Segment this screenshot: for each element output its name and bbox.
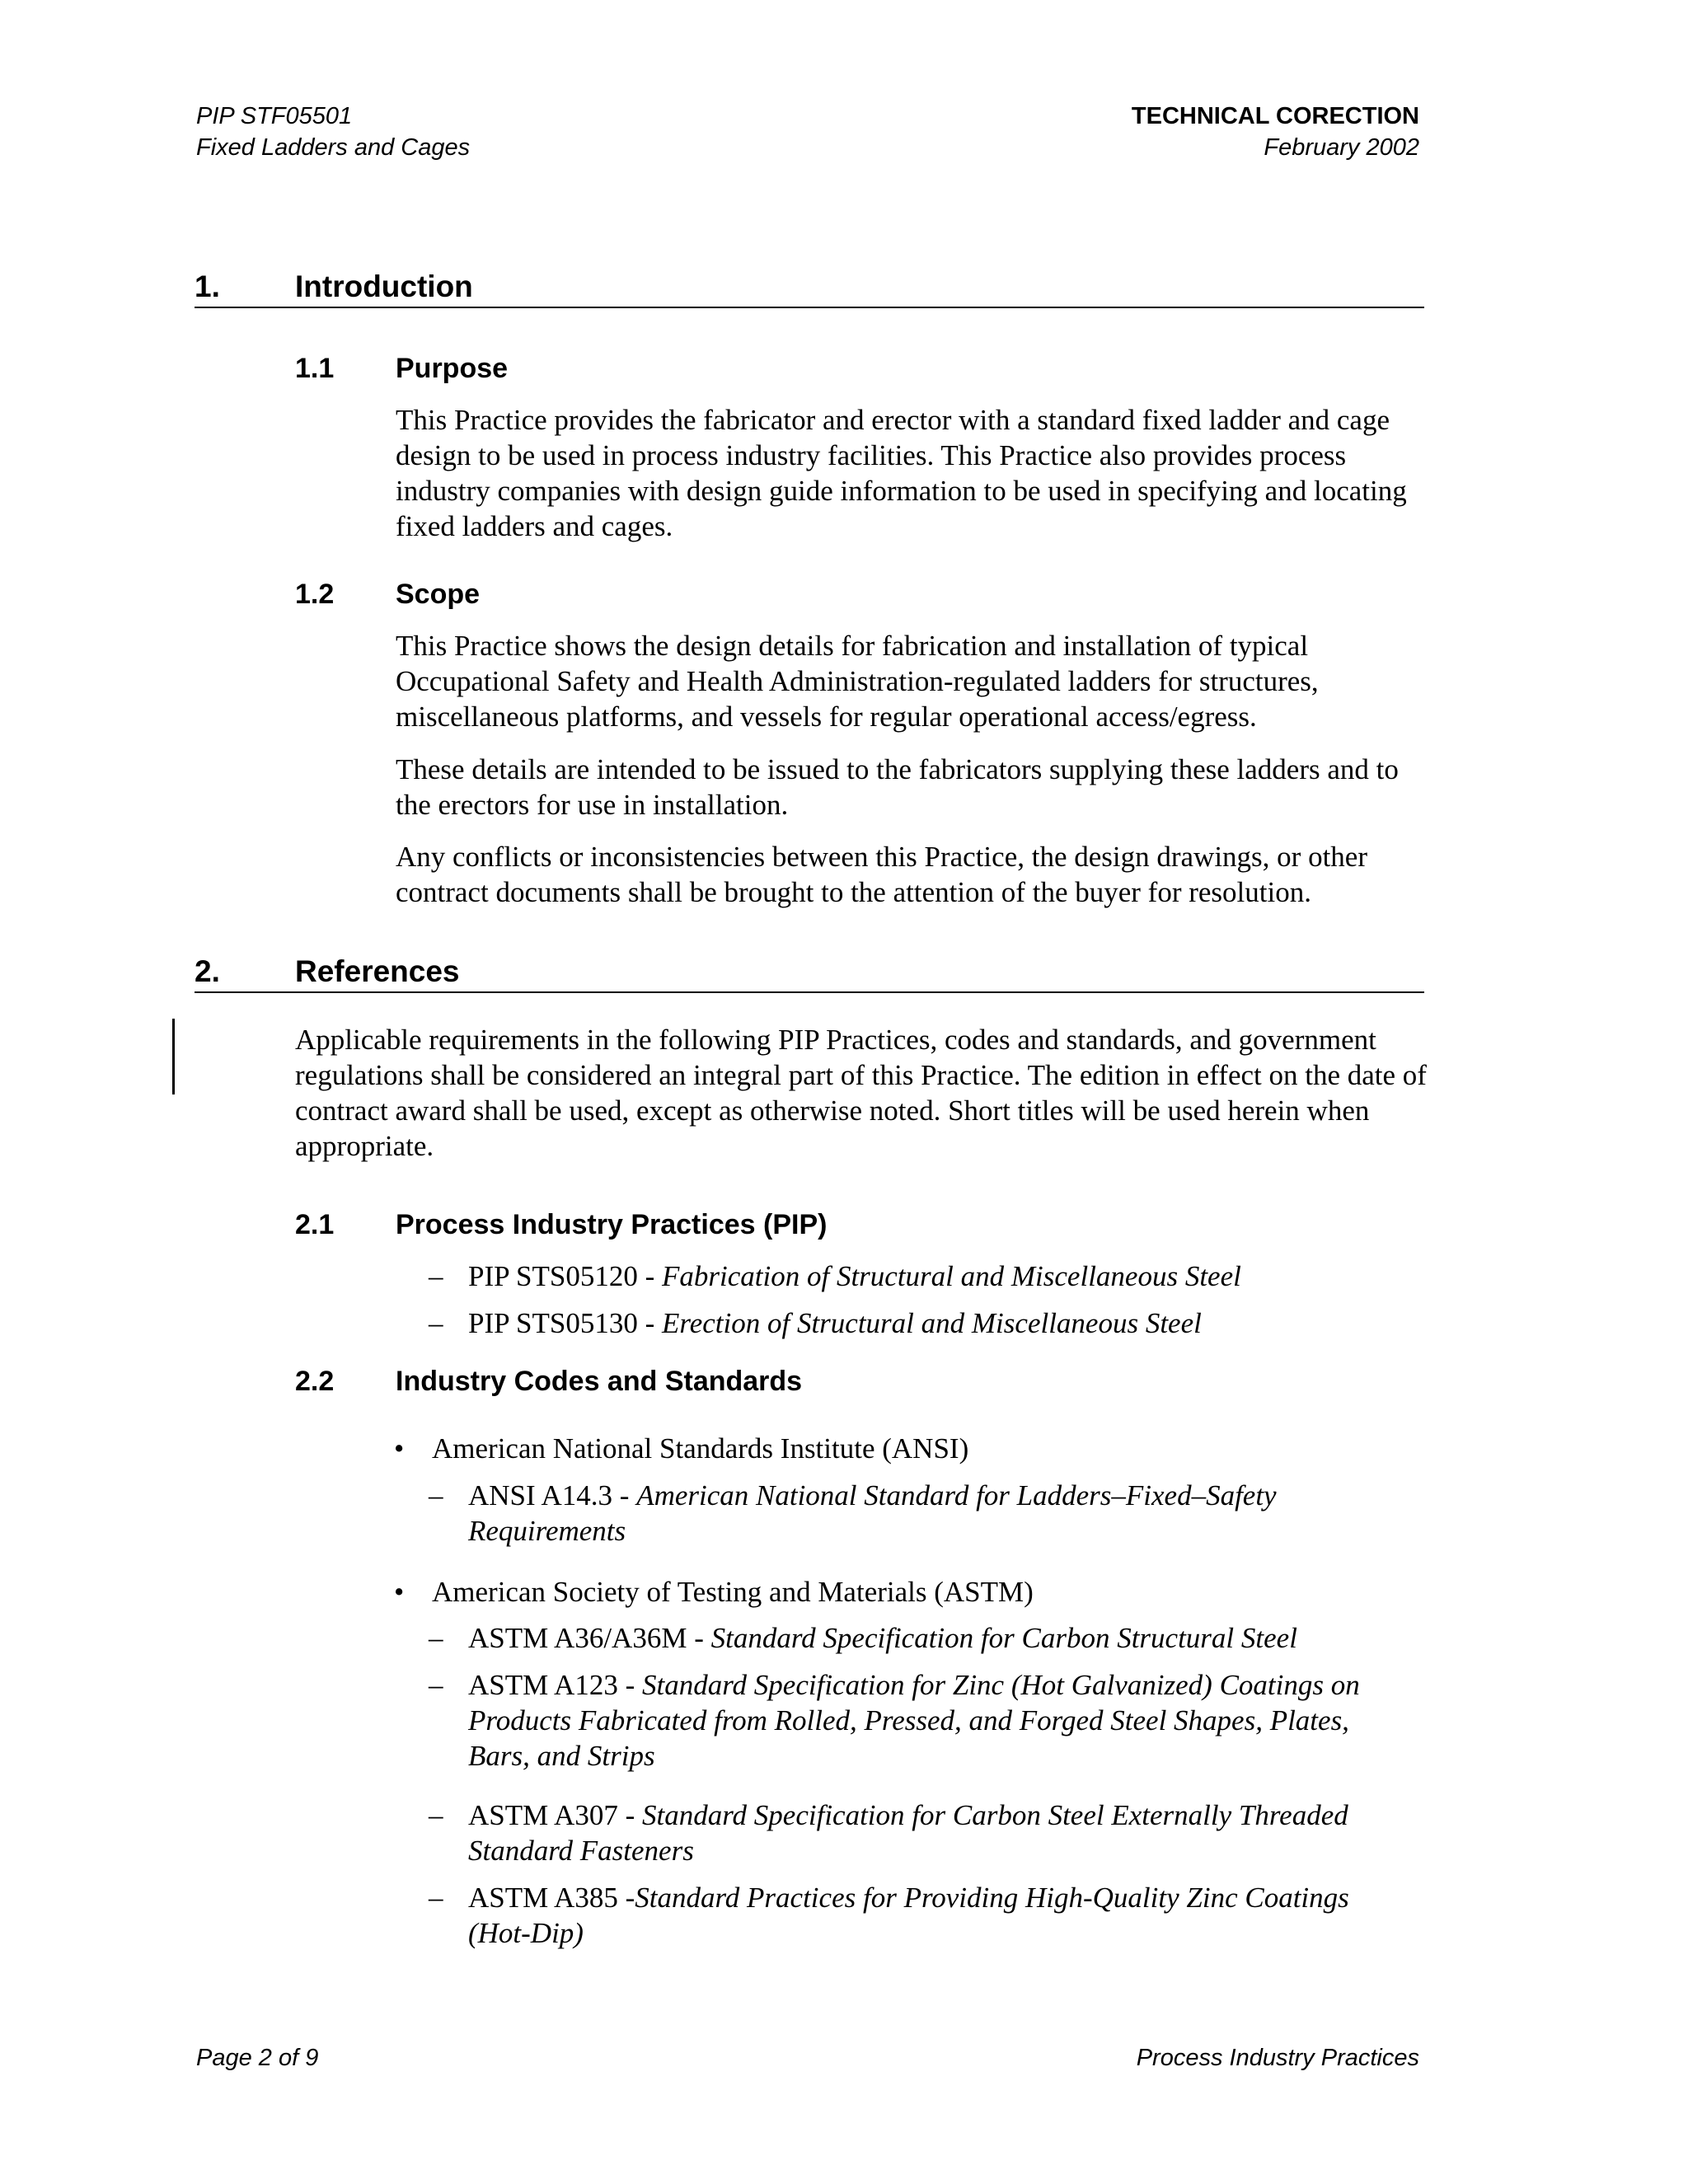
doc-title: Fixed Ladders and Cages <box>196 134 471 161</box>
bullet-marker: • <box>394 1432 405 1465</box>
purpose-paragraph: This Practice provides the fabricator and erector with a standard fixed ladder and cage design to be used in process industry facilities. This Practice also provides process industry companies with design guide information to be used in specifying and locating fixed ladders and cages. <box>396 404 1407 542</box>
reference-item <box>429 1258 1418 1294</box>
reference-item <box>429 1478 1418 1549</box>
reference-code: ASTM A385 - <box>468 1882 635 1914</box>
reference-code: ASTM A123 - <box>468 1669 642 1701</box>
dash-marker: – <box>429 1307 443 1339</box>
reference-code: ASTM A36/A36M - <box>468 1622 711 1654</box>
reference-title: Erection of Structural and Miscellaneous Steel <box>662 1307 1202 1339</box>
subsection-number: 1.2 <box>295 579 335 610</box>
reference-code: ANSI A14.3 - <box>468 1479 637 1511</box>
scope-paragraph-3: Any conflicts or inconsistencies between this Practice, the design drawings, or other contract documents shall be brought to the attention of the buyer for resolution. <box>396 841 1367 908</box>
dash-marker: – <box>429 1479 443 1511</box>
section-number: 2. <box>195 954 220 988</box>
reference-title: Standard Specification for Zinc (Hot Galvanized) Coatings on Products Fabricated from Rolled, Pressed, and Forged Steel Shapes, Plates, Bars, and Strips <box>468 1669 1360 1772</box>
reference-title: Fabrication of Structural and Miscellaneous Steel <box>662 1260 1241 1292</box>
reference-code: ASTM A307 - <box>468 1799 642 1831</box>
header-left <box>196 101 470 163</box>
subsection-number: 2.1 <box>295 1209 335 1240</box>
reference-code: PIP STS05130 - <box>468 1307 663 1339</box>
reference-item <box>429 1797 1418 1868</box>
scope-paragraph-2: These details are intended to be issued to the fabricators supplying these ladders and to the erectors for use in installation. <box>396 753 1399 821</box>
subsection-heading-purpose <box>295 351 508 386</box>
reference-code: PIP STS05120 - <box>468 1260 663 1292</box>
subsection-title: Scope <box>396 579 481 610</box>
section-number: 1. <box>195 269 220 303</box>
organization-name: American Society of Testing and Materials (ASTM) <box>432 1576 1034 1608</box>
section-heading-references <box>195 954 1424 993</box>
subsection-title: Purpose <box>396 353 509 384</box>
subsection-heading-pip <box>295 1207 827 1242</box>
doc-date: February 2002 <box>1264 134 1419 161</box>
references-intro-paragraph: Applicable requirements in the following PIP Practices, codes and standards, and government regulations shall be considered an integral part of this Practice. The edition in effect on the date of contract award shall be used, except as otherwise noted. Short titles will be used herein when appropriate. <box>295 1024 1427 1162</box>
doc-status: TECHNICAL CORECTION <box>1131 103 1419 129</box>
section-heading-introduction <box>195 269 1424 308</box>
bullet-marker: • <box>394 1576 405 1608</box>
reference-title: Standard Practices for Providing High-Quality Zinc Coatings (Hot-Dip) <box>468 1882 1349 1949</box>
subsection-heading-scope <box>295 577 480 612</box>
section-title: References <box>295 954 460 988</box>
reference-item <box>429 1667 1418 1774</box>
page-number: Page 2 of 9 <box>196 2045 319 2071</box>
organization-name: American National Standards Institute (ANSI) <box>432 1432 969 1465</box>
dash-marker: – <box>429 1622 443 1654</box>
reference-title: American National Standard for Ladders–Fixed–Safety Requirements <box>468 1479 1277 1547</box>
reference-title: Standard Specification for Carbon Steel Externally Threaded Standard Fasteners <box>468 1799 1348 1867</box>
standards-organization <box>394 1574 1432 1610</box>
subsection-heading-industry-codes <box>295 1364 802 1399</box>
header-right <box>1132 101 1419 163</box>
doc-id: PIP STF05501 <box>196 103 353 129</box>
dash-marker: – <box>429 1260 443 1292</box>
publisher-name: Process Industry Practices <box>1136 2045 1419 2071</box>
subsection-title: Industry Codes and Standards <box>396 1366 803 1397</box>
section-title: Introduction <box>295 269 473 303</box>
scope-paragraph-1: This Practice shows the design details for fabrication and installation of typical Occupational Safety and Health Administration-regulated ladders for structures, miscellaneous platforms, and vessels for regular operational access/egress. <box>396 630 1319 733</box>
subsection-number: 1.1 <box>295 353 335 384</box>
subsection-title: Process Industry Practices (PIP) <box>396 1209 828 1240</box>
reference-item <box>429 1880 1418 1951</box>
standards-organization <box>394 1431 1432 1466</box>
dash-marker: – <box>429 1669 443 1701</box>
dash-marker: – <box>429 1882 443 1914</box>
reference-item <box>429 1620 1418 1656</box>
subsection-number: 2.2 <box>295 1366 335 1397</box>
revision-change-bar <box>172 1019 175 1094</box>
reference-title: Standard Specification for Carbon Structural Steel <box>710 1622 1297 1654</box>
dash-marker: – <box>429 1799 443 1831</box>
reference-item <box>429 1305 1418 1341</box>
